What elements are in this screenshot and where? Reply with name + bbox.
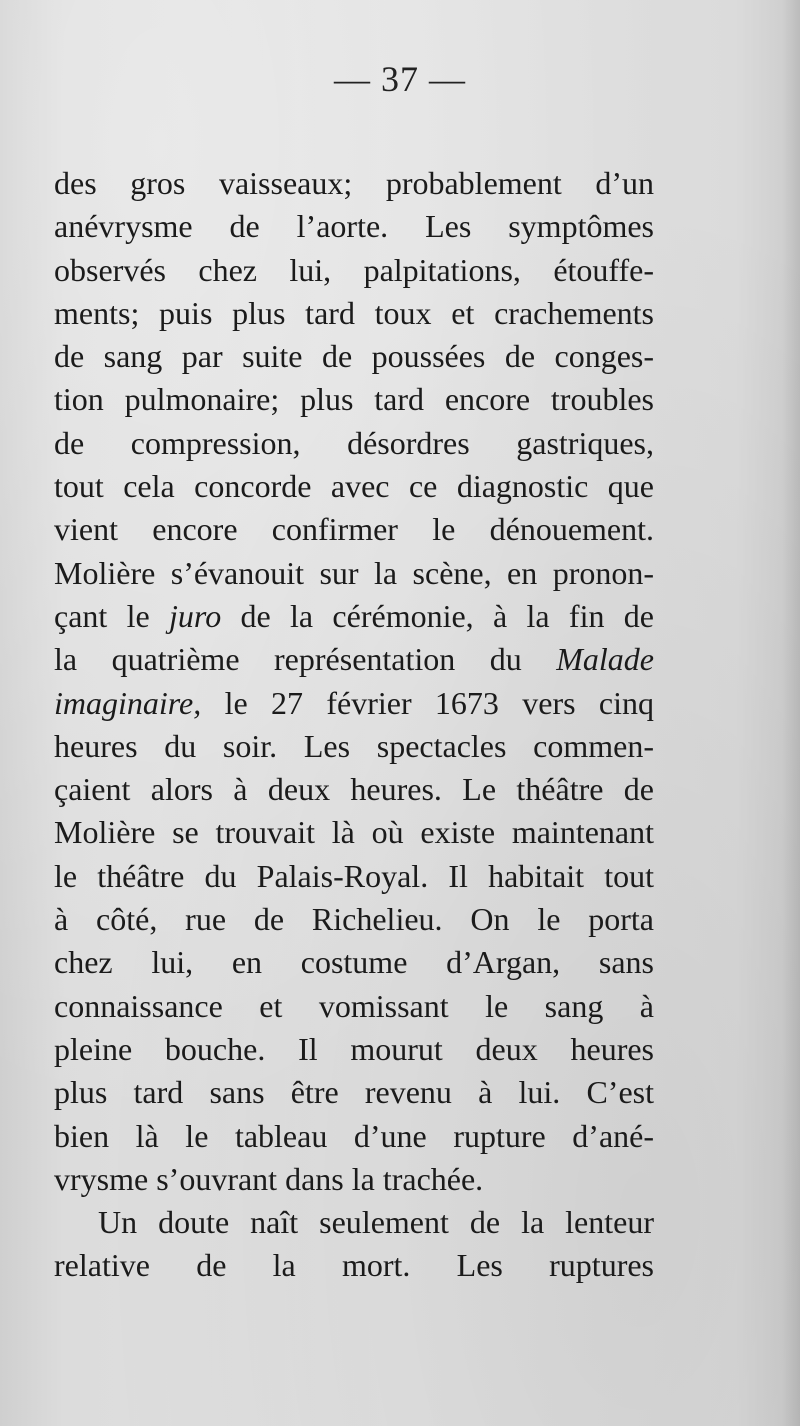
text-line-11-before: çant le: [54, 597, 170, 634]
italic-word-juro: juro: [169, 597, 222, 634]
text-line-2: anévrysme de l’aorte. Les symptômes: [54, 208, 654, 245]
text-line-22: plus tard sans être revenu à lui. C’est: [54, 1074, 654, 1111]
text-line-17: le théâtre du Palais-Royal. Il habitait tout: [54, 857, 654, 894]
text-line-8: tout cela concorde avec ce diagnostic que: [54, 468, 654, 505]
text-line-11-after: de la cérémonie, à la fin de: [221, 597, 655, 634]
text-line-3: observés chez lui, palpitations, étouffe-: [54, 251, 654, 288]
italic-title-malade: Malade: [556, 641, 654, 678]
text-line-26: relative de la mort. Les ruptures: [54, 1247, 654, 1284]
text-line-19: chez lui, en costume d’Argan, sans: [54, 944, 654, 981]
page-edge-shadow: [782, 0, 800, 1426]
body-text: [54, 162, 654, 1288]
text-line-13-after: le 27 février 1673 vers cinq: [201, 684, 654, 721]
text-line-1: des gros vaisseaux; probablement d’un: [54, 165, 654, 201]
text-line-24: vrysme s’ouvrant dans la trachée.: [54, 1160, 484, 1197]
text-line-16: Molière se trouvait là où existe maintenant: [54, 814, 654, 851]
text-line-14: heures du soir. Les spectacles commen-: [54, 727, 654, 764]
text-line-23: bien là le tableau d’une rupture d’ané-: [54, 1117, 654, 1154]
text-line-11: [54, 595, 654, 638]
text-line-15: çaient alors à deux heures. Le théâtre de: [54, 771, 654, 808]
text-line-20: connaissance et vomissant le sang à: [54, 987, 654, 1024]
text-line-12-before: la quatrième représentation du: [54, 641, 557, 678]
text-line-13: [54, 682, 654, 725]
text-line-25: Un doute naît seulement de la lenteur: [98, 1204, 654, 1241]
text-line-9: vient encore confirmer le dénouement.: [54, 511, 654, 548]
page-number: — 37 —: [334, 59, 466, 99]
text-line-6: tion pulmonaire; plus tard encore troubles: [54, 381, 654, 418]
text-line-18: à côté, rue de Richelieu. On le porta: [54, 901, 654, 938]
text-line-21: pleine bouche. Il mourut deux heures: [54, 1030, 654, 1067]
text-line-4: ments; puis plus tard toux et crachements: [54, 294, 654, 331]
text-line-12: [54, 638, 654, 681]
italic-title-imaginaire: imaginaire,: [54, 684, 202, 721]
text-line-7: de compression, désordres gastriques,: [54, 424, 654, 461]
text-line-10: Molière s’évanouit sur la scène, en pronon-: [54, 554, 654, 591]
text-line-5: de sang par suite de poussées de conges-: [54, 338, 654, 375]
